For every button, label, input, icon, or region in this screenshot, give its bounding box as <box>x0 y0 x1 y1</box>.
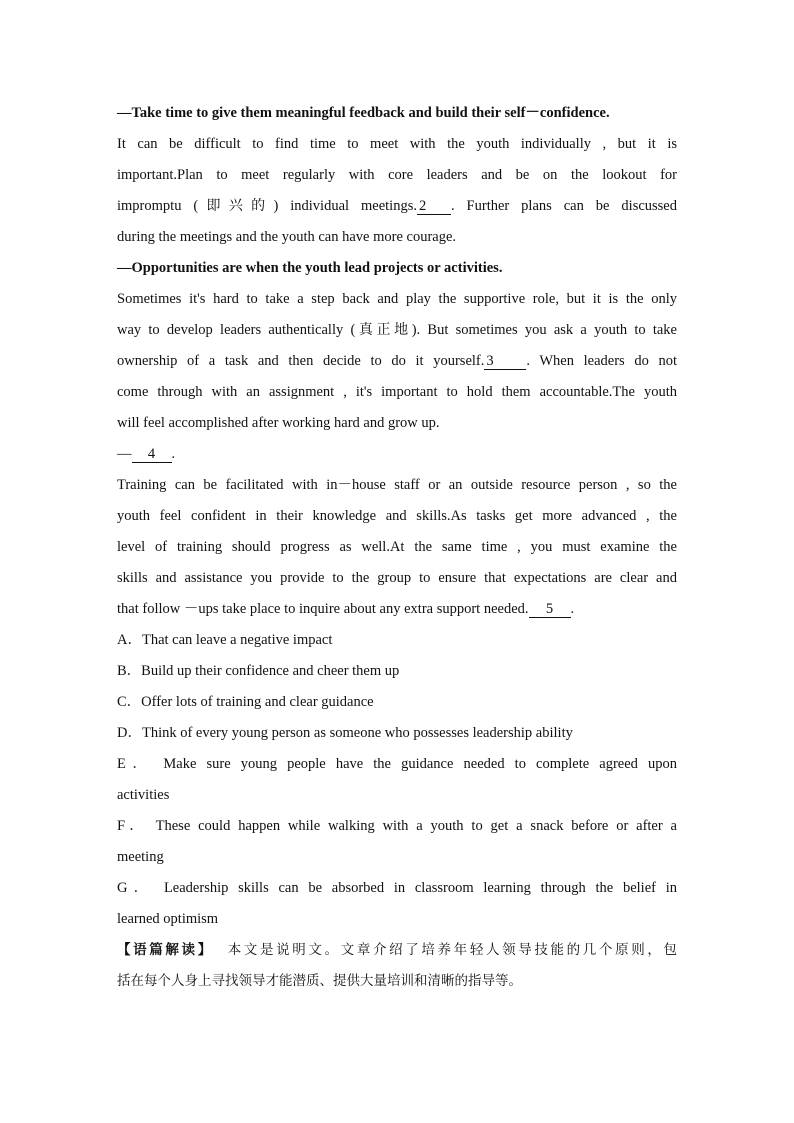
section-heading-1: —Take time to give them meaningful feedback and build their self－confidence. <box>117 105 610 121</box>
chinese-gloss: 即兴的 <box>198 198 274 214</box>
answer-blank-3[interactable]: 3 <box>484 353 526 370</box>
text-run: . Further plans can be discussed <box>450 198 677 214</box>
option-f: F． These could happen while walking with a youth to get a snack before or after a <box>117 818 677 834</box>
text-run: . When leaders do not <box>526 353 677 369</box>
text-run: ownership of a task and then decide to do it yourself. <box>117 353 485 369</box>
text-run: ). But sometimes you ask a youth to take <box>411 322 677 338</box>
answer-blank-5[interactable]: 5 <box>529 601 571 618</box>
option-e-continued: activities <box>117 787 170 803</box>
text-run: ) individual meetings. <box>273 198 417 214</box>
dash: — <box>117 446 132 462</box>
paragraph-line: youth feel confident in their knowledge and skills.As tasks get more advanced , the <box>117 508 677 524</box>
text-run: . <box>570 601 575 617</box>
option-a: A．That can leave a negative impact <box>117 632 333 648</box>
analysis-text: 本文是说明文。文章介绍了培养年轻人领导技能的几个原则，包 <box>227 942 678 958</box>
analysis-line: 括在每个人身上寻找领导才能潜质、提供大量培训和清晰的指导等。 <box>117 973 522 989</box>
paragraph-line: level of training should progress as well.At the same time , you must examine the <box>117 539 677 555</box>
answer-blank-4[interactable]: 4 <box>132 446 172 463</box>
section-heading-2: —Opportunities are when the youth lead projects or activities. <box>117 260 503 276</box>
text-run: impromptu ( <box>117 198 199 214</box>
paragraph-line: important.Plan to meet regularly with core leaders and be on the lookout for <box>117 167 677 183</box>
paragraph-line: skills and assistance you provide to the group to ensure that expectations are clear and <box>117 570 677 586</box>
section-heading-3 <box>117 439 677 470</box>
text-run: . <box>171 446 176 462</box>
paragraph-line: Sometimes it's hard to take a step back and play the supportive role, but it is the only <box>117 291 677 307</box>
paragraph-line: It can be difficult to find time to meet with the youth individually , but it is <box>117 136 677 152</box>
option-c: C．Offer lots of training and clear guidance <box>117 694 374 710</box>
paragraph-line: during the meetings and the youth can have more courage. <box>117 229 457 245</box>
paragraph-line <box>117 191 677 222</box>
analysis-line <box>117 935 677 966</box>
paragraph-line: come through with an assignment , it's important to hold them accountable.The youth <box>117 384 677 400</box>
text-run: way to develop leaders authentically ( <box>117 322 356 338</box>
analysis-label: 【语篇解读】 <box>117 942 214 958</box>
option-b: B．Build up their confidence and cheer them up <box>117 663 400 679</box>
option-g-continued: learned optimism <box>117 911 219 927</box>
document-page <box>117 98 677 997</box>
option-g: G． Leadership skills can be absorbed in classroom learning through the belief in <box>117 880 677 896</box>
text-run: that follow －ups take place to inquire about any extra support needed. <box>117 601 529 617</box>
paragraph-line <box>117 346 677 377</box>
answer-blank-2[interactable]: 2 <box>417 198 451 215</box>
option-d: D．Think of every young person as someone who possesses leadership ability <box>117 725 573 741</box>
chinese-gloss: 真正地 <box>355 322 412 338</box>
option-f-continued: meeting <box>117 849 164 865</box>
option-e: E． Make sure young people have the guidance needed to complete agreed upon <box>117 756 677 772</box>
paragraph-line: Training can be facilitated with in－house staff or an outside resource person , so the <box>117 477 677 493</box>
paragraph-line: will feel accomplished after working hard and grow up. <box>117 415 440 431</box>
paragraph-line <box>117 315 677 346</box>
paragraph-line <box>117 594 677 625</box>
